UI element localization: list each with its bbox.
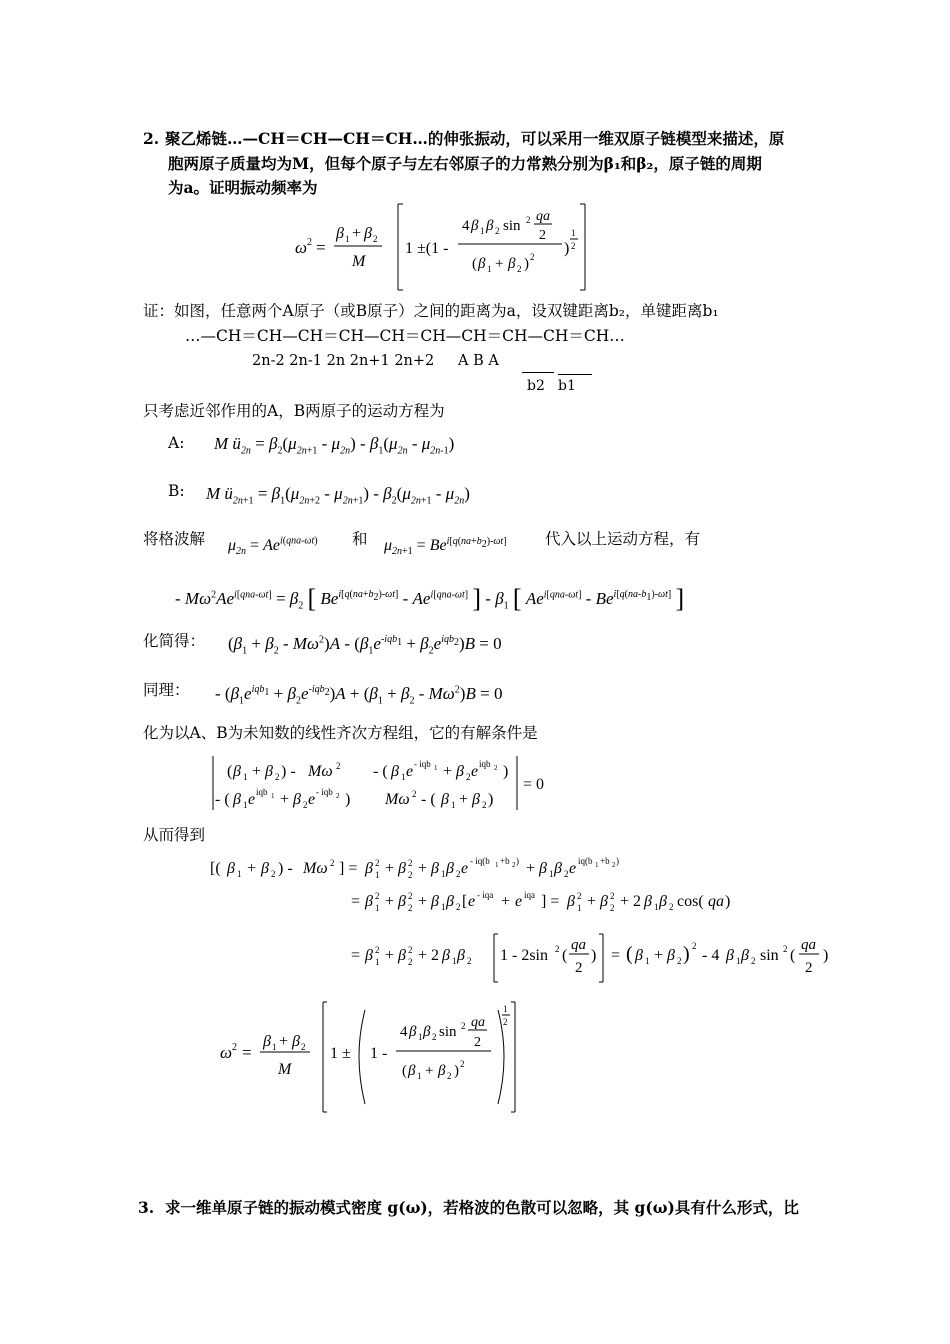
- label-a: A:: [168, 434, 185, 452]
- svg-text:β: β: [408, 1063, 416, 1079]
- svg-text:β: β: [409, 1024, 417, 1040]
- substitute-text: 代入以上运动方程，有: [545, 530, 701, 548]
- svg-text:β: β: [486, 218, 494, 234]
- svg-text:2: 2: [330, 858, 335, 868]
- svg-text:1: 1: [571, 228, 576, 238]
- svg-text:2: 2: [539, 228, 546, 243]
- svg-text:+: +: [443, 763, 453, 780]
- svg-text:β: β: [293, 791, 301, 808]
- svg-text:β: β: [398, 893, 406, 910]
- svg-text:Mω: Mω: [385, 791, 410, 808]
- svg-text:qa: qa: [801, 937, 816, 953]
- svg-text:ω: ω: [220, 1043, 233, 1062]
- svg-text:1: 1: [441, 869, 446, 879]
- svg-text:+: +: [501, 893, 511, 910]
- svg-text:β: β: [364, 225, 372, 242]
- label-b: B:: [168, 482, 185, 500]
- svg-text:β: β: [567, 893, 575, 910]
- and-text: 和: [352, 530, 368, 548]
- final-result: [215, 996, 535, 1118]
- svg-text:+ 2: + 2: [620, 893, 642, 910]
- svg-text:): ): [524, 256, 529, 272]
- svg-text:+: +: [459, 791, 469, 808]
- svg-text:Mω: Mω: [308, 763, 333, 780]
- svg-text:e: e: [308, 791, 316, 808]
- svg-text:1 - 2sin: 1 - 2sin: [500, 947, 548, 964]
- svg-text:2: 2: [408, 870, 413, 880]
- problem3-number: 3.: [138, 1198, 155, 1217]
- svg-text:2: 2: [375, 858, 380, 868]
- svg-text:β: β: [442, 947, 450, 964]
- problem3-text: 求一维单原子链的振动模式密度 g(ω)，若格波的色散可以忽略，其 g(ω)具有什么形式，比: [165, 1198, 799, 1217]
- problem2-number: 2.: [143, 129, 160, 148]
- svg-text:1: 1: [401, 772, 406, 782]
- svg-text:1: 1: [375, 957, 380, 967]
- svg-text:iqb: iqb: [479, 759, 491, 769]
- svg-text:+: +: [495, 256, 504, 272]
- svg-text:): ): [591, 947, 597, 964]
- svg-text:+: +: [385, 893, 395, 910]
- svg-text:1: 1: [503, 1004, 508, 1014]
- svg-text:2: 2: [467, 956, 472, 966]
- svg-text:Mω: Mω: [303, 860, 328, 877]
- svg-text:2: 2: [474, 1035, 481, 1050]
- svg-text:2: 2: [456, 902, 461, 912]
- svg-text:sin: sin: [760, 947, 779, 964]
- svg-text:2: 2: [669, 902, 674, 912]
- chain-structure: …—CH＝CH—CH＝CH—CH＝CH—CH＝CH—CH＝CH…: [185, 327, 625, 345]
- b2-label: b2: [527, 378, 545, 394]
- svg-text:- iqb: - iqb: [316, 787, 333, 797]
- svg-text:e: e: [468, 893, 476, 910]
- svg-text:2: 2: [571, 241, 576, 251]
- svg-text:): ): [488, 791, 494, 808]
- svg-text:2: 2: [307, 237, 312, 248]
- svg-text:2: 2: [232, 1042, 237, 1053]
- svg-text:β: β: [726, 947, 734, 964]
- svg-text:2: 2: [783, 944, 788, 954]
- svg-text:1: 1: [495, 861, 499, 869]
- svg-text:β: β: [398, 860, 406, 877]
- svg-text:(: (: [562, 947, 568, 964]
- svg-text:1: 1: [375, 903, 380, 913]
- svg-text:sin: sin: [503, 218, 521, 234]
- svg-text:2: 2: [408, 957, 413, 967]
- svg-text:2: 2: [373, 234, 378, 244]
- svg-text:2: 2: [460, 1059, 465, 1069]
- svg-text:] =: ] =: [541, 893, 560, 910]
- svg-text:- iqa: - iqa: [477, 890, 494, 900]
- svg-text:- iqb: - iqb: [414, 759, 431, 769]
- svg-text:(: (: [790, 947, 796, 964]
- svg-text:2: 2: [271, 869, 276, 879]
- svg-text:sin: sin: [439, 1024, 457, 1040]
- svg-text:(: (: [227, 763, 233, 780]
- svg-text:2: 2: [482, 800, 487, 810]
- substituted-equation: - $M\omega^2Ae^{i[qna-\omega t]} = \beta_2$ [ $Be^{i[q(na+b_2)-\omega t]} - Ae^{i[qna-\omega t]}$ ] - $\beta_1$ [ $Ae^{i[qna-\omega t]} - Be^{i[q(na-b_1)-\omega t]}$ ]: [175, 584, 685, 613]
- svg-text:+: +: [425, 1063, 434, 1079]
- svg-text:= 0: = 0: [523, 776, 545, 793]
- problem2-line3: 为a。证明振动频率为: [168, 178, 318, 197]
- svg-text:2: 2: [432, 1032, 437, 1042]
- svg-text:2: 2: [408, 903, 413, 913]
- wave-solution-b: $\mu_{2n+1} = Be^{i[q(na+b_2)-\omega t]}$: [384, 535, 507, 558]
- svg-text:M: M: [278, 1061, 292, 1078]
- svg-text:2: 2: [512, 861, 516, 869]
- svg-text:2: 2: [495, 226, 500, 236]
- svg-text:2: 2: [447, 1071, 452, 1081]
- svg-text:qa: qa: [571, 937, 586, 953]
- svg-text:β: β: [431, 893, 439, 910]
- derivation: [205, 848, 855, 988]
- svg-text:): ): [454, 1063, 459, 1079]
- svg-text:iqb: iqb: [256, 787, 268, 797]
- svg-text:β: β: [265, 763, 273, 780]
- svg-text:e: e: [461, 860, 469, 877]
- svg-text:2: 2: [692, 941, 697, 951]
- svg-text:β: β: [478, 256, 486, 272]
- b1-label: b1: [558, 378, 576, 394]
- svg-text:+: +: [526, 860, 536, 877]
- proof-intro: 证：如图，任意两个A原子（或B原子）之间的距离为a，设双键距离b₂，单键距离b₁: [143, 302, 719, 320]
- svg-text:- (: - (: [421, 791, 436, 808]
- svg-text:- (: - (: [373, 763, 388, 780]
- svg-text:1: 1: [595, 861, 599, 869]
- svg-text:2: 2: [494, 764, 498, 772]
- b2-line: [522, 372, 554, 373]
- svg-text:2: 2: [408, 945, 413, 955]
- svg-text:1: 1: [417, 1071, 422, 1081]
- svg-text:4: 4: [400, 1024, 408, 1040]
- svg-text:β: β: [261, 860, 269, 877]
- svg-text:+: +: [385, 860, 395, 877]
- simplified-equation: $(\beta_1 + \beta_2 - M\omega^2)A - (\beta_1e^{-iqb_1} + \beta_2e^{iqb_2})B = 0$: [228, 634, 502, 657]
- thus-text: 从而得到: [143, 826, 206, 844]
- svg-text:e: e: [248, 791, 256, 808]
- svg-text:2: 2: [336, 761, 341, 771]
- chain-indices: 2n-2 2n-1 2n 2n+1 2n+2: [252, 353, 435, 369]
- svg-text:1: 1: [271, 792, 275, 800]
- svg-text:=: =: [242, 1043, 252, 1062]
- determinant: [205, 752, 565, 814]
- svg-text:2: 2: [612, 861, 616, 869]
- svg-text:cos(: cos(: [677, 893, 704, 910]
- nearest-neighbor-text: 只考虑近邻作用的A，B两原子的运动方程为: [143, 402, 445, 420]
- svg-text:2: 2: [677, 956, 682, 966]
- svg-text:2: 2: [564, 869, 569, 879]
- svg-text:2: 2: [375, 891, 380, 901]
- svg-text:2: 2: [526, 215, 531, 225]
- svg-text:): ): [516, 856, 519, 866]
- svg-text:): ): [564, 240, 570, 257]
- svg-text:): ): [503, 763, 509, 780]
- svg-text:β: β: [539, 860, 547, 877]
- problem2-line1: 聚乙烯链…—CH＝CH—CH＝CH…的伸张振动，可以采用一维双原子链模型来描述，原: [165, 129, 785, 148]
- lattice-wave-text: 将格波解: [143, 530, 206, 548]
- svg-text:+: +: [418, 893, 428, 910]
- svg-text:e: e: [471, 763, 479, 780]
- svg-text:qa: qa: [708, 893, 724, 910]
- svg-text:1: 1: [645, 956, 650, 966]
- svg-text:1: 1: [243, 800, 248, 810]
- svg-text:β: β: [456, 763, 464, 780]
- svg-text:iq(b: iq(b: [578, 856, 593, 866]
- svg-text:] =: ] =: [339, 860, 358, 877]
- svg-text:1: 1: [654, 902, 659, 912]
- svg-text:1: 1: [577, 903, 582, 913]
- svg-text:β: β: [423, 1024, 431, 1040]
- svg-text:β: β: [659, 893, 667, 910]
- svg-text:2: 2: [303, 800, 308, 810]
- svg-text:1: 1: [243, 772, 248, 782]
- svg-text:+: +: [385, 947, 395, 964]
- svg-text:+: +: [352, 225, 362, 242]
- svg-text:2: 2: [412, 789, 417, 799]
- svg-text:4: 4: [462, 218, 470, 234]
- svg-text:=: =: [351, 947, 361, 964]
- svg-text:+: +: [418, 860, 428, 877]
- svg-text:β: β: [446, 860, 454, 877]
- svg-text:β: β: [431, 860, 439, 877]
- svg-text:2: 2: [301, 1042, 306, 1052]
- svg-text:1: 1: [441, 902, 446, 912]
- svg-text:β: β: [667, 947, 675, 964]
- svg-text:2: 2: [610, 891, 615, 901]
- svg-text:β: β: [600, 893, 608, 910]
- svg-text:): ): [823, 947, 829, 964]
- svg-text:β: β: [441, 791, 449, 808]
- svg-text:2: 2: [375, 945, 380, 955]
- svg-text:2: 2: [805, 960, 813, 976]
- svg-text:2: 2: [336, 792, 340, 800]
- svg-text:- (: - (: [215, 791, 230, 808]
- svg-text:2: 2: [555, 944, 560, 954]
- svg-text:β: β: [227, 860, 235, 877]
- svg-text:e: e: [515, 893, 523, 910]
- svg-text:e: e: [406, 763, 414, 780]
- svg-text:β: β: [365, 860, 373, 877]
- target-formula: [290, 198, 600, 298]
- svg-text:1: 1: [418, 1032, 423, 1042]
- svg-text:) -: ) -: [278, 860, 293, 877]
- svg-text:+: +: [247, 860, 257, 877]
- svg-text:2: 2: [461, 1021, 466, 1031]
- svg-text:1: 1: [345, 234, 350, 244]
- svg-text:1 -: 1 -: [370, 1045, 388, 1062]
- svg-text:2: 2: [275, 772, 280, 782]
- svg-text:β: β: [446, 893, 454, 910]
- svg-text:β: β: [365, 947, 373, 964]
- equation-a: M $ü_{2n} = \beta_2(\mu_{2n+1} - \mu_{2n}) - \beta_1(\mu_{2n} - \mu_{2n-1})$: [214, 434, 455, 457]
- svg-text:β: β: [336, 225, 344, 242]
- svg-text:β: β: [471, 218, 479, 234]
- svg-text:): ): [616, 856, 619, 866]
- svg-text:1: 1: [375, 870, 380, 880]
- svg-text:qa: qa: [536, 209, 550, 224]
- svg-text:2: 2: [575, 960, 583, 976]
- svg-text:1 ±: 1 ±: [330, 1045, 351, 1062]
- svg-text:[: [: [462, 893, 468, 910]
- svg-text:β: β: [644, 893, 652, 910]
- svg-text:(: (: [472, 256, 477, 272]
- svg-text:e: e: [569, 860, 577, 877]
- svg-text:1: 1: [736, 956, 741, 966]
- svg-text:β: β: [391, 763, 399, 780]
- svg-text:2: 2: [408, 891, 413, 901]
- svg-text:2: 2: [466, 772, 471, 782]
- likewise-equation: - $(\beta_1e^{iqb_1} + \beta_2e^{-iqb_2})A + (\beta_1 + \beta_2 - M\omega^2)B = 0$: [215, 684, 503, 707]
- svg-text:- 4: - 4: [702, 947, 720, 964]
- svg-text:β: β: [554, 860, 562, 877]
- equation-b: M $ü_{2n+1} = \beta_1(\mu_{2n+2} - \mu_{2n+1}) - \beta_2(\mu_{2n+1} - \mu_{2n})$: [206, 484, 470, 507]
- svg-text:+: +: [654, 947, 664, 964]
- svg-text:+ 2: + 2: [418, 947, 440, 964]
- svg-text:): ): [345, 791, 351, 808]
- svg-text:β: β: [635, 947, 643, 964]
- svg-text:+: +: [252, 763, 262, 780]
- svg-text:+: +: [279, 1033, 289, 1050]
- svg-text:β: β: [365, 893, 373, 910]
- simplify-text: 化简得：: [143, 632, 206, 650]
- svg-text:β: β: [292, 1033, 300, 1050]
- svg-text:): ): [725, 893, 731, 910]
- svg-text:β: β: [508, 256, 516, 272]
- svg-text:2: 2: [517, 264, 522, 274]
- svg-text:β: β: [233, 791, 241, 808]
- svg-text:β: β: [438, 1063, 446, 1079]
- svg-text:1: 1: [272, 1042, 277, 1052]
- wave-solution-a: $\mu_{2n} = Ae^{i(qna-\omega t)}$: [228, 535, 318, 558]
- svg-text:1: 1: [237, 869, 242, 879]
- svg-text:iqa: iqa: [524, 890, 535, 900]
- problem2-line2: 胞两原子质量均为M，但每个原子与左右邻原子的力常熟分别为β₁和β₂，原子链的周期: [168, 154, 762, 173]
- svg-text:+: +: [280, 791, 290, 808]
- linear-system-text: 化为以A、B为未知数的线性齐次方程组，它的有解条件是: [143, 724, 538, 742]
- svg-text:1: 1: [480, 226, 485, 236]
- svg-text:=: =: [351, 893, 361, 910]
- svg-text:- iq(b: - iq(b: [470, 856, 490, 866]
- svg-text:) -: ) -: [281, 763, 296, 780]
- svg-text:2: 2: [408, 858, 413, 868]
- svg-text:qa: qa: [471, 1015, 485, 1030]
- svg-text:=: =: [316, 238, 326, 257]
- svg-text:β: β: [398, 947, 406, 964]
- svg-text:β: β: [741, 947, 749, 964]
- svg-text:β: β: [457, 947, 465, 964]
- svg-text:=: =: [611, 947, 621, 964]
- svg-text:2: 2: [530, 252, 535, 262]
- svg-text:1 ±(1 -: 1 ±(1 -: [405, 240, 449, 257]
- svg-text:β: β: [263, 1033, 271, 1050]
- chain-atoms: A B A: [458, 353, 499, 369]
- svg-text:+b: +b: [500, 856, 510, 866]
- svg-text:1: 1: [549, 869, 554, 879]
- svg-text:2: 2: [577, 891, 582, 901]
- likewise-text: 同理：: [143, 681, 190, 699]
- svg-text:(: (: [402, 1063, 407, 1079]
- svg-text:+b: +b: [600, 856, 610, 866]
- svg-text:2: 2: [751, 956, 756, 966]
- svg-text:): ): [683, 943, 690, 965]
- svg-text:M: M: [352, 253, 366, 270]
- svg-text:1: 1: [487, 264, 492, 274]
- svg-text:1: 1: [452, 956, 457, 966]
- svg-text:2: 2: [610, 903, 615, 913]
- svg-text:[(: [(: [210, 860, 221, 877]
- svg-text:ω: ω: [295, 238, 308, 257]
- svg-text:+: +: [587, 893, 597, 910]
- svg-text:(: (: [626, 943, 633, 965]
- svg-text:2: 2: [456, 869, 461, 879]
- svg-text:β: β: [233, 763, 241, 780]
- svg-text:2: 2: [503, 1017, 508, 1027]
- svg-text:β: β: [472, 791, 480, 808]
- svg-text:1: 1: [451, 800, 456, 810]
- svg-text:1: 1: [434, 764, 438, 772]
